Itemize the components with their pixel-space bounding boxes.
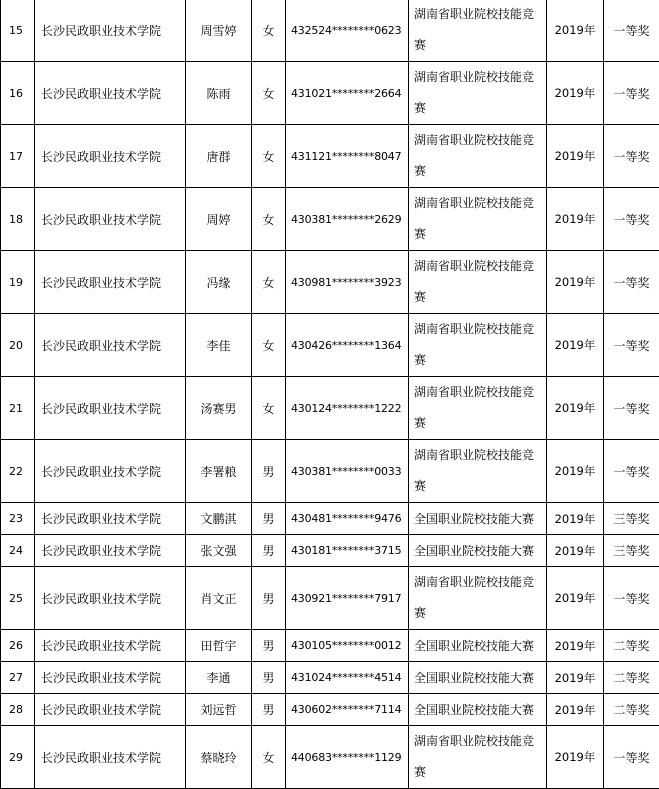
award-year: 2019年	[547, 377, 604, 440]
school-name: 长沙民政职业技术学院	[35, 62, 186, 125]
award-year: 2019年	[547, 251, 604, 314]
student-gender: 女	[252, 62, 286, 125]
table-row	[1, 694, 659, 726]
school-name: 长沙民政职业技术学院	[35, 440, 186, 503]
award-year: 2019年	[547, 535, 604, 567]
competition-name: 湖南省职业院校技能竞赛	[409, 125, 547, 188]
award-year: 2019年	[547, 125, 604, 188]
row-number: 16	[1, 62, 35, 125]
student-name: 唐群	[186, 125, 252, 188]
student-gender: 女	[252, 125, 286, 188]
school-name: 长沙民政职业技术学院	[35, 662, 186, 694]
school-name: 长沙民政职业技术学院	[35, 535, 186, 567]
student-name: 肖文正	[186, 567, 252, 630]
award-level: 三等奖	[604, 535, 659, 567]
school-name: 长沙民政职业技术学院	[35, 0, 186, 62]
table-row	[1, 62, 659, 125]
id-number: 432524********0623	[286, 0, 409, 62]
row-number: 21	[1, 377, 35, 440]
student-gender: 女	[252, 726, 286, 789]
student-name: 蔡晓玲	[186, 726, 252, 789]
table-row	[1, 726, 659, 789]
id-number: 430426********1364	[286, 314, 409, 377]
competition-name: 全国职业院校技能大赛	[409, 630, 547, 662]
award-table-body	[1, 0, 659, 789]
award-year: 2019年	[547, 630, 604, 662]
award-level: 一等奖	[604, 188, 659, 251]
award-level: 一等奖	[604, 440, 659, 503]
competition-name: 湖南省职业院校技能竞赛	[409, 314, 547, 377]
school-name: 长沙民政职业技术学院	[35, 694, 186, 726]
student-gender: 男	[252, 440, 286, 503]
table-row	[1, 503, 659, 535]
competition-name: 湖南省职业院校技能竞赛	[409, 62, 547, 125]
table-row	[1, 535, 659, 567]
award-year: 2019年	[547, 314, 604, 377]
table-row	[1, 440, 659, 503]
school-name: 长沙民政职业技术学院	[35, 726, 186, 789]
competition-name: 湖南省职业院校技能竞赛	[409, 377, 547, 440]
award-level: 一等奖	[604, 567, 659, 630]
student-name: 汤赛男	[186, 377, 252, 440]
row-number: 27	[1, 662, 35, 694]
row-number: 18	[1, 188, 35, 251]
student-gender: 男	[252, 662, 286, 694]
row-number: 28	[1, 694, 35, 726]
table-row	[1, 188, 659, 251]
award-level: 二等奖	[604, 694, 659, 726]
student-gender: 男	[252, 694, 286, 726]
student-gender: 男	[252, 535, 286, 567]
id-number: 430981********3923	[286, 251, 409, 314]
id-number: 430381********2629	[286, 188, 409, 251]
award-year: 2019年	[547, 567, 604, 630]
award-year: 2019年	[547, 662, 604, 694]
table-row	[1, 125, 659, 188]
student-gender: 男	[252, 503, 286, 535]
table-row	[1, 377, 659, 440]
competition-name: 湖南省职业院校技能竞赛	[409, 726, 547, 789]
award-year: 2019年	[547, 726, 604, 789]
competition-name: 湖南省职业院校技能竞赛	[409, 251, 547, 314]
id-number: 431121********8047	[286, 125, 409, 188]
student-gender: 女	[252, 314, 286, 377]
student-name: 刘远哲	[186, 694, 252, 726]
student-gender: 女	[252, 377, 286, 440]
table-row	[1, 567, 659, 630]
competition-name: 全国职业院校技能大赛	[409, 535, 547, 567]
award-year: 2019年	[547, 62, 604, 125]
award-year: 2019年	[547, 440, 604, 503]
award-level: 一等奖	[604, 0, 659, 62]
table-row	[1, 0, 659, 62]
row-number: 15	[1, 0, 35, 62]
competition-name: 湖南省职业院校技能竞赛	[409, 440, 547, 503]
id-number: 430124********1222	[286, 377, 409, 440]
row-number: 20	[1, 314, 35, 377]
student-name: 李署粮	[186, 440, 252, 503]
school-name: 长沙民政职业技术学院	[35, 503, 186, 535]
id-number: 431024********4514	[286, 662, 409, 694]
id-number: 430602********7114	[286, 694, 409, 726]
student-name: 李通	[186, 662, 252, 694]
student-gender: 男	[252, 567, 286, 630]
row-number: 19	[1, 251, 35, 314]
id-number: 440683********1129	[286, 726, 409, 789]
competition-name: 全国职业院校技能大赛	[409, 694, 547, 726]
award-level: 二等奖	[604, 662, 659, 694]
award-year: 2019年	[547, 188, 604, 251]
competition-name: 全国职业院校技能大赛	[409, 662, 547, 694]
competition-name: 湖南省职业院校技能竞赛	[409, 0, 547, 62]
award-level: 二等奖	[604, 630, 659, 662]
award-level: 一等奖	[604, 726, 659, 789]
student-name: 陈雨	[186, 62, 252, 125]
award-level: 一等奖	[604, 125, 659, 188]
id-number: 430481********9476	[286, 503, 409, 535]
student-name: 田哲宇	[186, 630, 252, 662]
table-row	[1, 630, 659, 662]
student-name: 李佳	[186, 314, 252, 377]
competition-name: 湖南省职业院校技能竞赛	[409, 567, 547, 630]
school-name: 长沙民政职业技术学院	[35, 125, 186, 188]
student-gender: 女	[252, 251, 286, 314]
id-number: 430181********3715	[286, 535, 409, 567]
row-number: 29	[1, 726, 35, 789]
school-name: 长沙民政职业技术学院	[35, 630, 186, 662]
id-number: 430921********7917	[286, 567, 409, 630]
id-number: 431021********2664	[286, 62, 409, 125]
student-gender: 女	[252, 0, 286, 62]
school-name: 长沙民政职业技术学院	[35, 567, 186, 630]
table-row	[1, 314, 659, 377]
award-year: 2019年	[547, 0, 604, 62]
student-gender: 女	[252, 188, 286, 251]
row-number: 22	[1, 440, 35, 503]
competition-name: 湖南省职业院校技能竞赛	[409, 188, 547, 251]
award-level: 一等奖	[604, 314, 659, 377]
row-number: 23	[1, 503, 35, 535]
row-number: 24	[1, 535, 35, 567]
school-name: 长沙民政职业技术学院	[35, 377, 186, 440]
id-number: 430105********0012	[286, 630, 409, 662]
row-number: 25	[1, 567, 35, 630]
award-level: 一等奖	[604, 62, 659, 125]
award-level: 一等奖	[604, 251, 659, 314]
award-level: 三等奖	[604, 503, 659, 535]
student-gender: 男	[252, 630, 286, 662]
school-name: 长沙民政职业技术学院	[35, 251, 186, 314]
student-name: 张文强	[186, 535, 252, 567]
student-name: 周雪婷	[186, 0, 252, 62]
student-name: 文鹏淇	[186, 503, 252, 535]
award-level: 一等奖	[604, 377, 659, 440]
student-name: 冯缘	[186, 251, 252, 314]
school-name: 长沙民政职业技术学院	[35, 188, 186, 251]
row-number: 26	[1, 630, 35, 662]
table-row	[1, 662, 659, 694]
award-year: 2019年	[547, 503, 604, 535]
table-row	[1, 251, 659, 314]
id-number: 430381********0033	[286, 440, 409, 503]
student-name: 周婷	[186, 188, 252, 251]
school-name: 长沙民政职业技术学院	[35, 314, 186, 377]
row-number: 17	[1, 125, 35, 188]
competition-name: 全国职业院校技能大赛	[409, 503, 547, 535]
award-year: 2019年	[547, 694, 604, 726]
